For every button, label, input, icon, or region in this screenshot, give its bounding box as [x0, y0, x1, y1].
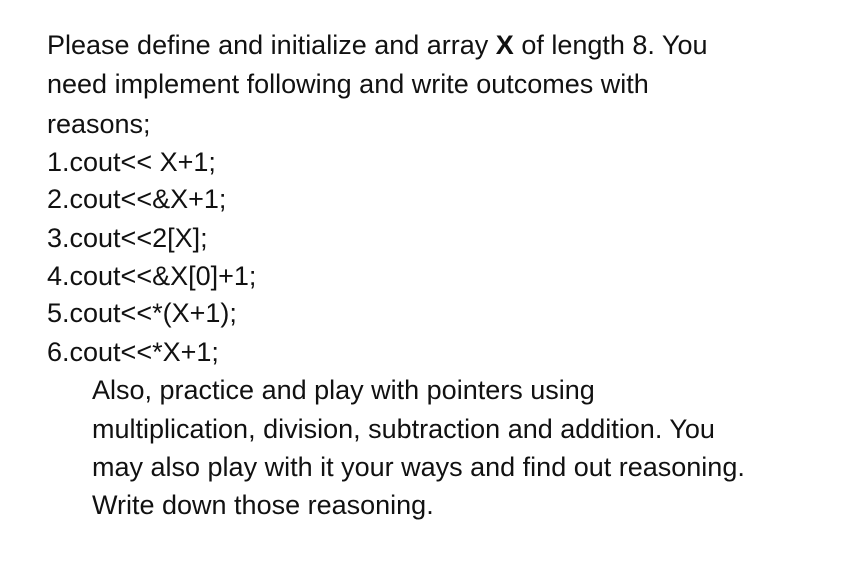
note-line-4: Write down those reasoning. — [92, 490, 434, 520]
task-item-1: 1.cout<< X+1; — [47, 147, 216, 177]
task-item-3: 3.cout<<2[X]; — [47, 223, 208, 253]
task-item-6: 6.cout<<*X+1; — [47, 337, 219, 367]
note-line-3: may also play with it your ways and find out reasoning. — [92, 452, 745, 482]
note-line-2: multiplication, division, subtraction and addition. You — [92, 414, 715, 444]
task-item-2: 2.cout<<&X+1; — [47, 184, 227, 214]
note-line-1: Also, practice and play with pointers using — [92, 375, 595, 405]
intro-line-3: reasons; — [47, 109, 151, 139]
array-name-x: X — [495, 30, 514, 60]
task-item-5: 5.cout<<*(X+1); — [47, 298, 237, 328]
task-item-4: 4.cout<<&X[0]+1; — [47, 261, 257, 291]
intro-text-end: of length 8. You — [513, 30, 708, 60]
intro-line-1 — [47, 29, 708, 61]
intro-line-2: need implement following and write outcomes with — [47, 69, 649, 99]
intro-text-start: Please define and initialize and array — [47, 30, 496, 60]
